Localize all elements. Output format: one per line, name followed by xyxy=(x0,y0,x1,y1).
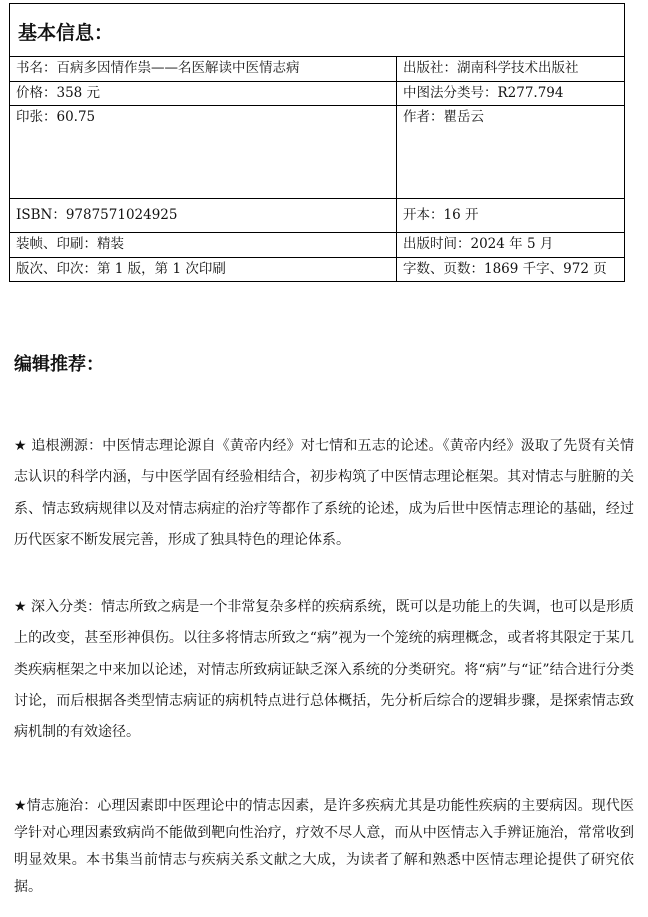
recommend-paragraph-3 xyxy=(14,793,634,901)
star-icon: ★ xyxy=(14,798,27,814)
price-cell: 价格：358 元 xyxy=(10,82,397,106)
book-title-cell: 书名：百病多因情作祟——名医解读中医情志病 xyxy=(10,57,397,82)
counts-cell: 字数、页数：1869 千字、972 页 xyxy=(397,258,625,282)
table-row xyxy=(10,57,625,82)
star-icon: ★ xyxy=(14,438,27,454)
publisher-cell: 出版社：湖南科学技术出版社 xyxy=(397,57,625,82)
pub-date-cell: 出版时间：2024 年 5 月 xyxy=(397,233,625,258)
table-row xyxy=(10,233,625,258)
basic-info-header xyxy=(9,3,625,57)
clc-cell: 中图法分类号：R277.794 xyxy=(397,82,625,106)
paragraph-text: 追根溯源：中医情志理论源自《黄帝内经》对七情和五志的论述。《黄帝内经》汲取了先贤有关情志认识的科学内涵，与中医学固有经验相结合，初步构筑了中医情志理论框架。其对情志与脏腑的关系、情志致病规律以及对情志病症的治疗等都作了系统的论述，成为后世中医情志理论的基础，经过历代医家不断发展完善，形成了独具特色的理论体系。 xyxy=(14,438,634,548)
basic-info-title: 基本信息： xyxy=(18,22,114,44)
recommend-paragraph-1 xyxy=(14,431,634,556)
paragraph-text: 情志施治：心理因素即中医理论中的情志因素，是许多疾病尤其是功能性疾病的主要病因。现代医学针对心理因素致病尚不能做到靶向性治疗，疗效不尽人意，而从中医情志入手辨证施治，常常收到明显效果。本书集当前情志与疾病关系文献之大成，为读者了解和熟悉中医情志理论提供了研究依据。 xyxy=(14,798,634,895)
format-cell: 开本：16 开 xyxy=(397,199,625,233)
table-row xyxy=(10,258,625,282)
table-row xyxy=(10,106,625,199)
table-row xyxy=(10,199,625,233)
edition-cell: 版次、印次：第 1 版，第 1 次印刷 xyxy=(10,258,397,282)
sheets-cell: 印张：60.75 xyxy=(10,106,397,199)
binding-cell: 装帧、印刷：精装 xyxy=(10,233,397,258)
author-cell: 作者：瞿岳云 xyxy=(397,106,625,199)
table-row xyxy=(10,82,625,106)
paragraph-text: 深入分类：情志所致之病是一个非常复杂多样的疾病系统，既可以是功能上的失调，也可以是形质上的改变，甚至形神俱伤。以往多将情志所致之“病”视为一个笼统的病理概念，或者将其限定于某几类疾病框架之中来加以论述，对情志所致病证缺乏深入系统的分类研究。将“病”与“证”结合进行分类讨论，而后根据各类型情志病证的病机特点进行总体概括，先分析后综合的逻辑步骤，是探索情志致病机制的有效途径。 xyxy=(14,599,634,741)
recommend-title: 编辑推荐： xyxy=(14,354,104,375)
book-info-table xyxy=(9,56,625,282)
star-icon: ★ xyxy=(14,599,27,615)
recommend-paragraph-2 xyxy=(14,592,634,748)
isbn-cell: ISBN：9787571024925 xyxy=(10,199,397,233)
